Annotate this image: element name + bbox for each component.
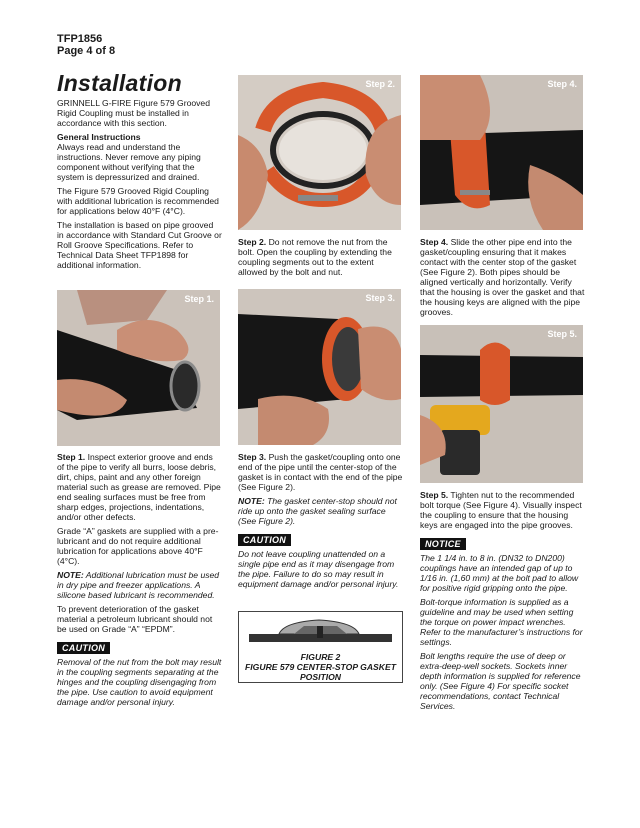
column-1-bottom	[57, 452, 222, 711]
notice-paragraph-2: Bolt-torque information is supplied as a guideline and may be used when setting the torque on power impact wrenches. Refer to the manufacturer’s instructions for settings.	[420, 597, 583, 647]
figure-2-label: FIGURE 2	[300, 652, 341, 662]
step-1-label: Step 1.	[184, 294, 214, 304]
notice-paragraph-1: The 1 1/4 in. to 8 in. (DN32 to DN200) couplings have an intended gap of up to 1/16 in. (1,60 mm) at the bolt pad to allow for positive rigid gripping onto the pipe.	[420, 553, 579, 593]
step-1-photo	[57, 290, 220, 446]
step-2-lead: Step 2.	[238, 237, 267, 247]
intro-paragraph: GRINNELL G-FIRE Figure 579 Grooved Rigid Coupling must be installed in accordance with this section.	[57, 98, 210, 128]
step-5-lead: Step 5.	[420, 490, 449, 500]
notice-badge: NOTICE	[420, 538, 466, 550]
step-2-body: Do not remove the nut from the bolt. Open the coupling by extending the coupling segments out to the extent allowed by the bolt and nut.	[238, 237, 392, 277]
petroleum-paragraph: To prevent deterioration of the gasket material a petroleum lubricant should not be used on Grade “A” “EPDM”.	[57, 604, 213, 634]
column-2-bottom	[238, 452, 403, 593]
note-paragraph-2	[238, 496, 403, 526]
note-body: Additional lubrication must be used in dry pipe and freezer applications. A silicone based lubricant is recommended.	[57, 570, 220, 600]
step-3-photo	[238, 289, 401, 445]
step-4-label: Step 4.	[547, 79, 577, 89]
figure-2-box	[238, 611, 403, 683]
caution-text-2: Do not leave coupling unattended on a single pipe end as it may disengage from the pipe. Failure to do so may result in equipment damage and/or personal injury.	[238, 549, 399, 589]
caution-text: Removal of the nut from the bolt may result in the coupling segments separating at the hinges and the coupling disengaging from the pipe. Use caution to avoid equipment damage and/or personal injury.	[57, 657, 222, 707]
lubrication-paragraph: The Figure 579 Grooved Rigid Coupling with additional lubrication is recommended for applications below 40°F (4°C).	[57, 186, 219, 216]
step-2-label: Step 2.	[365, 79, 395, 89]
step-1-text	[57, 452, 222, 522]
doc-header	[57, 33, 115, 57]
step-2-text	[238, 237, 403, 281]
general-instructions-text: Always read and understand the instructions. Never remove any piping component without verifying that the system is depressurized and drained.	[57, 142, 201, 182]
step-4-lead: Step 4.	[420, 237, 449, 247]
note-body-2: The gasket center-stop should not ride up onto the gasket sealing surface (See Figure 2).	[238, 496, 397, 526]
column-1-top	[57, 98, 222, 274]
step-5-photo	[420, 325, 583, 483]
figure-2-title: FIGURE 579 CENTER-STOP GASKET POSITION	[245, 662, 396, 682]
page-number: Page 4 of 8	[57, 45, 116, 57]
notice-paragraph-3: Bolt lengths require the use of deep or extra-deep-well sockets. Sockets inner depth information is supplied for reference only. (See Figure 4) For specific socket recommendations, contact Technical Services.	[420, 651, 581, 711]
column-3-bottom	[420, 490, 585, 715]
caution-badge: CAUTION	[57, 642, 110, 654]
note-lead-2: NOTE:	[238, 496, 265, 506]
step-3-text	[238, 452, 403, 492]
page-title: Installation	[57, 70, 183, 96]
step-3-label: Step 3.	[365, 293, 395, 303]
step-5-label: Step 5.	[547, 329, 577, 339]
step-2-photo	[238, 75, 401, 230]
note-lead: NOTE:	[57, 570, 84, 580]
general-instructions-heading: General Instructions	[57, 132, 141, 142]
step-1-lead: Step 1.	[57, 452, 86, 462]
note-paragraph	[57, 570, 222, 600]
step-4-text	[420, 237, 585, 321]
step-4-body: Slide the other pipe end into the gasket/coupling ensuring that it makes contact with the center stop of the gasket (See Figure 2). Both pipes should be aligned vertically and horizontally. Verify that the housing is over the gasket and that the housing keys are aligned with the pipe grooves.	[420, 237, 585, 317]
doc-id: TFP1856	[57, 33, 103, 45]
grade-a-paragraph: Grade “A” gaskets are supplied with a pre-lubricant and do not require additional lubrication for applications above 40°F (4°C).	[57, 526, 219, 566]
caution-badge-2: CAUTION	[238, 534, 291, 546]
center-stop-gasket-diagram	[239, 612, 402, 650]
step-3-lead: Step 3.	[238, 452, 267, 462]
step-4-photo	[420, 75, 583, 230]
step-1-body: Inspect exterior groove and ends of the pipe to verify all burrs, loose debris, dirt, chips, paint and any other foreign material such as grease are removed. Pipe end sealing surfaces must be free from sharp edges, projections, indentations, and/or other defects.	[57, 452, 221, 522]
step-5-text	[420, 490, 585, 530]
step-3-body: Push the gasket/coupling onto one end of the pipe until the center-stop of the gasket is in contact with the end of the pipe (See Figure 2).	[238, 452, 403, 492]
step-5-body: Tighten nut to the recommended bolt torque (See Figure 4). Visually inspect the coupling to ensure that the housing keys are engaged into the pipe grooves.	[420, 490, 582, 530]
groove-paragraph: The installation is based on pipe grooved in accordance with Standard Cut Groove or Roll Groove Specifications. Refer to Technical Data Sheet TFP1898 for additional information.	[57, 220, 222, 270]
